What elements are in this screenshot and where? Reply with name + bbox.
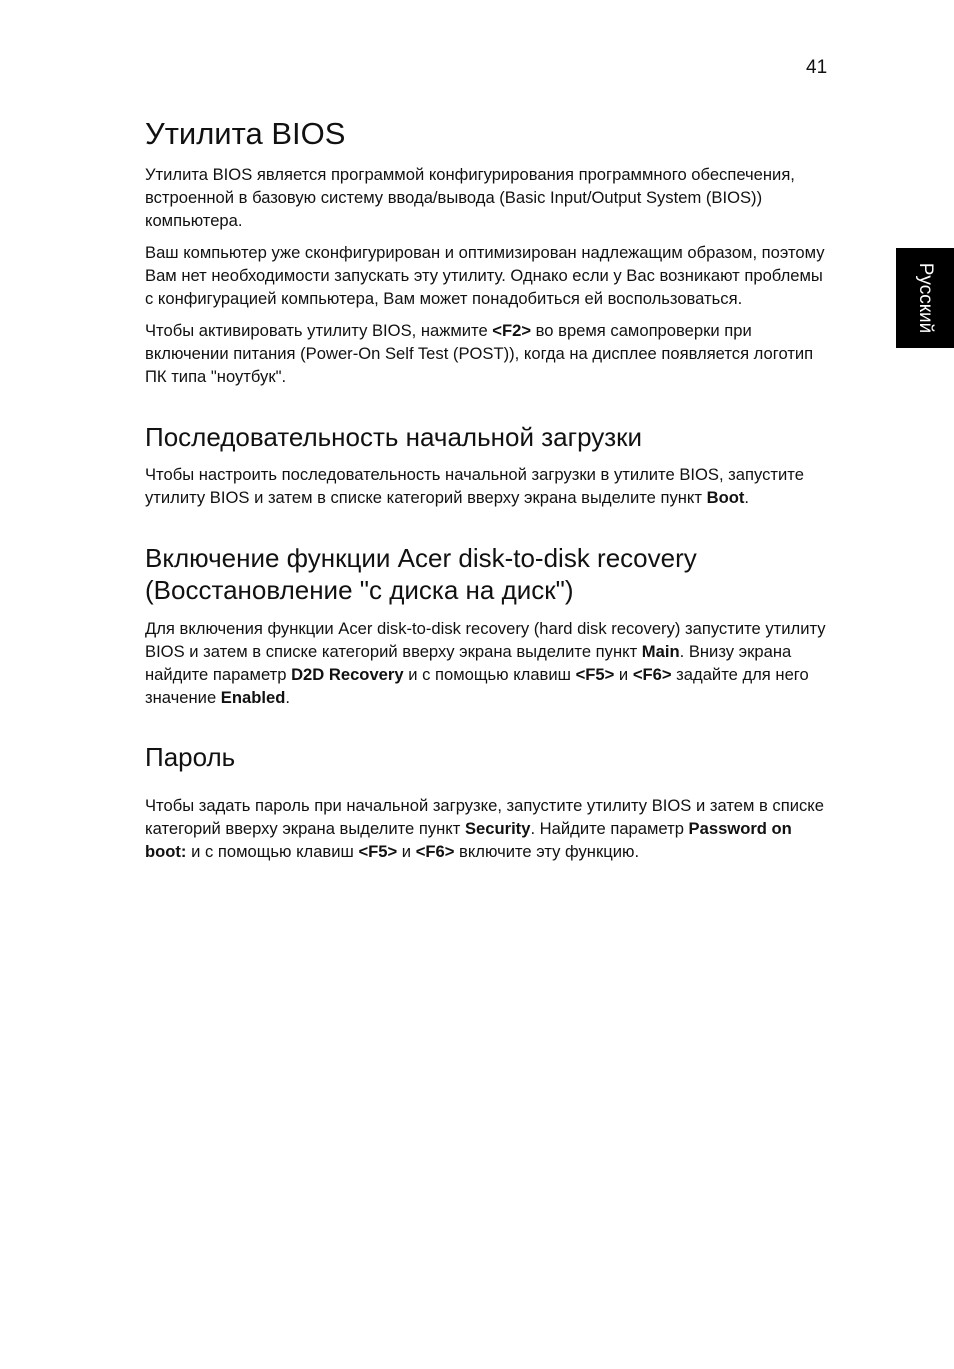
password-text-b: . Найдите параметр [530, 819, 689, 838]
bios-paragraph-3 [145, 319, 835, 388]
password-f5-key: <F5> [358, 842, 398, 861]
boot-keyword: Boot [706, 488, 745, 507]
password-on-boot-keyword: Password on boot: [145, 819, 792, 861]
bios-paragraph-3-text-b: во время самопроверки при включении питания (Power-On Self Test (POST)), когда на дисплее появляется логотип ПК типа "ноутбук". [145, 321, 814, 386]
f2-key: <F2> [492, 321, 532, 340]
boot-paragraph-text-b: . [744, 488, 750, 507]
password-f6-key: <F6> [415, 842, 455, 861]
bios-paragraph-3-text-a: Чтобы активировать утилиту BIOS, нажмите [145, 321, 493, 340]
d2d-recovery-paragraph [145, 617, 835, 709]
security-keyword: Security [464, 819, 531, 838]
f6-key: <F6> [632, 665, 672, 684]
boot-paragraph-text-a: Чтобы настроить последовательность начальной загрузки в утилите BIOS, запустите утилиту BIOS и затем в списке категорий вверху экрана выделите пункт [145, 465, 804, 507]
password-text-d: и [397, 842, 416, 861]
language-side-tab [896, 248, 954, 348]
d2d-recovery-title [145, 542, 835, 606]
boot-sequence-paragraph [145, 463, 835, 509]
password-title: Пароль [145, 742, 236, 772]
d2d-title-line-1: Включение функции Acer disk-to-disk recovery [145, 543, 697, 573]
main-keyword: Main [641, 642, 680, 661]
d2d-text-c: и с помощью клавиш [403, 665, 576, 684]
password-paragraph [145, 794, 835, 863]
f5-key: <F5> [575, 665, 615, 684]
d2d-text-b: . Внизу экрана найдите параметр [145, 642, 792, 684]
d2d-text-e: задайте для него значение [145, 665, 809, 707]
page-number: 41 [806, 57, 828, 78]
bios-paragraph-2: Ваш компьютер уже сконфигурирован и оптимизирован надлежащим образом, поэтому Вам нет необходимости запускать эту утилиту. Однако если у Вас возникают проблемы с конфигурацией компьютера, Вам может понадобиться ей воспользоваться. [145, 243, 825, 308]
language-side-tab-label: Русский [915, 262, 936, 334]
page-content [145, 115, 835, 863]
password-text-a: Чтобы задать пароль при начальной загрузке, запустите утилиту BIOS и затем в списке категорий вверху экрана выделите пункт [145, 796, 824, 838]
d2d-title-line-2: (Восстановление "с диска на диск") [145, 575, 574, 605]
enabled-keyword: Enabled [220, 688, 286, 707]
d2d-text-d: и [614, 665, 633, 684]
boot-sequence-title: Последовательность начальной загрузки [145, 422, 643, 452]
bios-paragraph-1: Утилита BIOS является программой конфигурирования программного обеспечения, встроенной в базовую систему ввода/вывода (Basic Input/Output System (BIOS)) компьютера. [145, 165, 795, 230]
bios-title: Утилита BIOS [145, 116, 346, 151]
d2d-text-f: . [285, 688, 290, 707]
d2d-text-a: Для включения функции Acer disk-to-disk recovery (hard disk recovery) запустите утилиту BIOS и затем в списке категорий вверху экрана выделите пункт [145, 619, 826, 661]
password-text-e: включите эту функцию. [454, 842, 640, 861]
d2d-recovery-keyword: D2D Recovery [291, 665, 404, 684]
password-text-c: и с помощью клавиш [186, 842, 359, 861]
